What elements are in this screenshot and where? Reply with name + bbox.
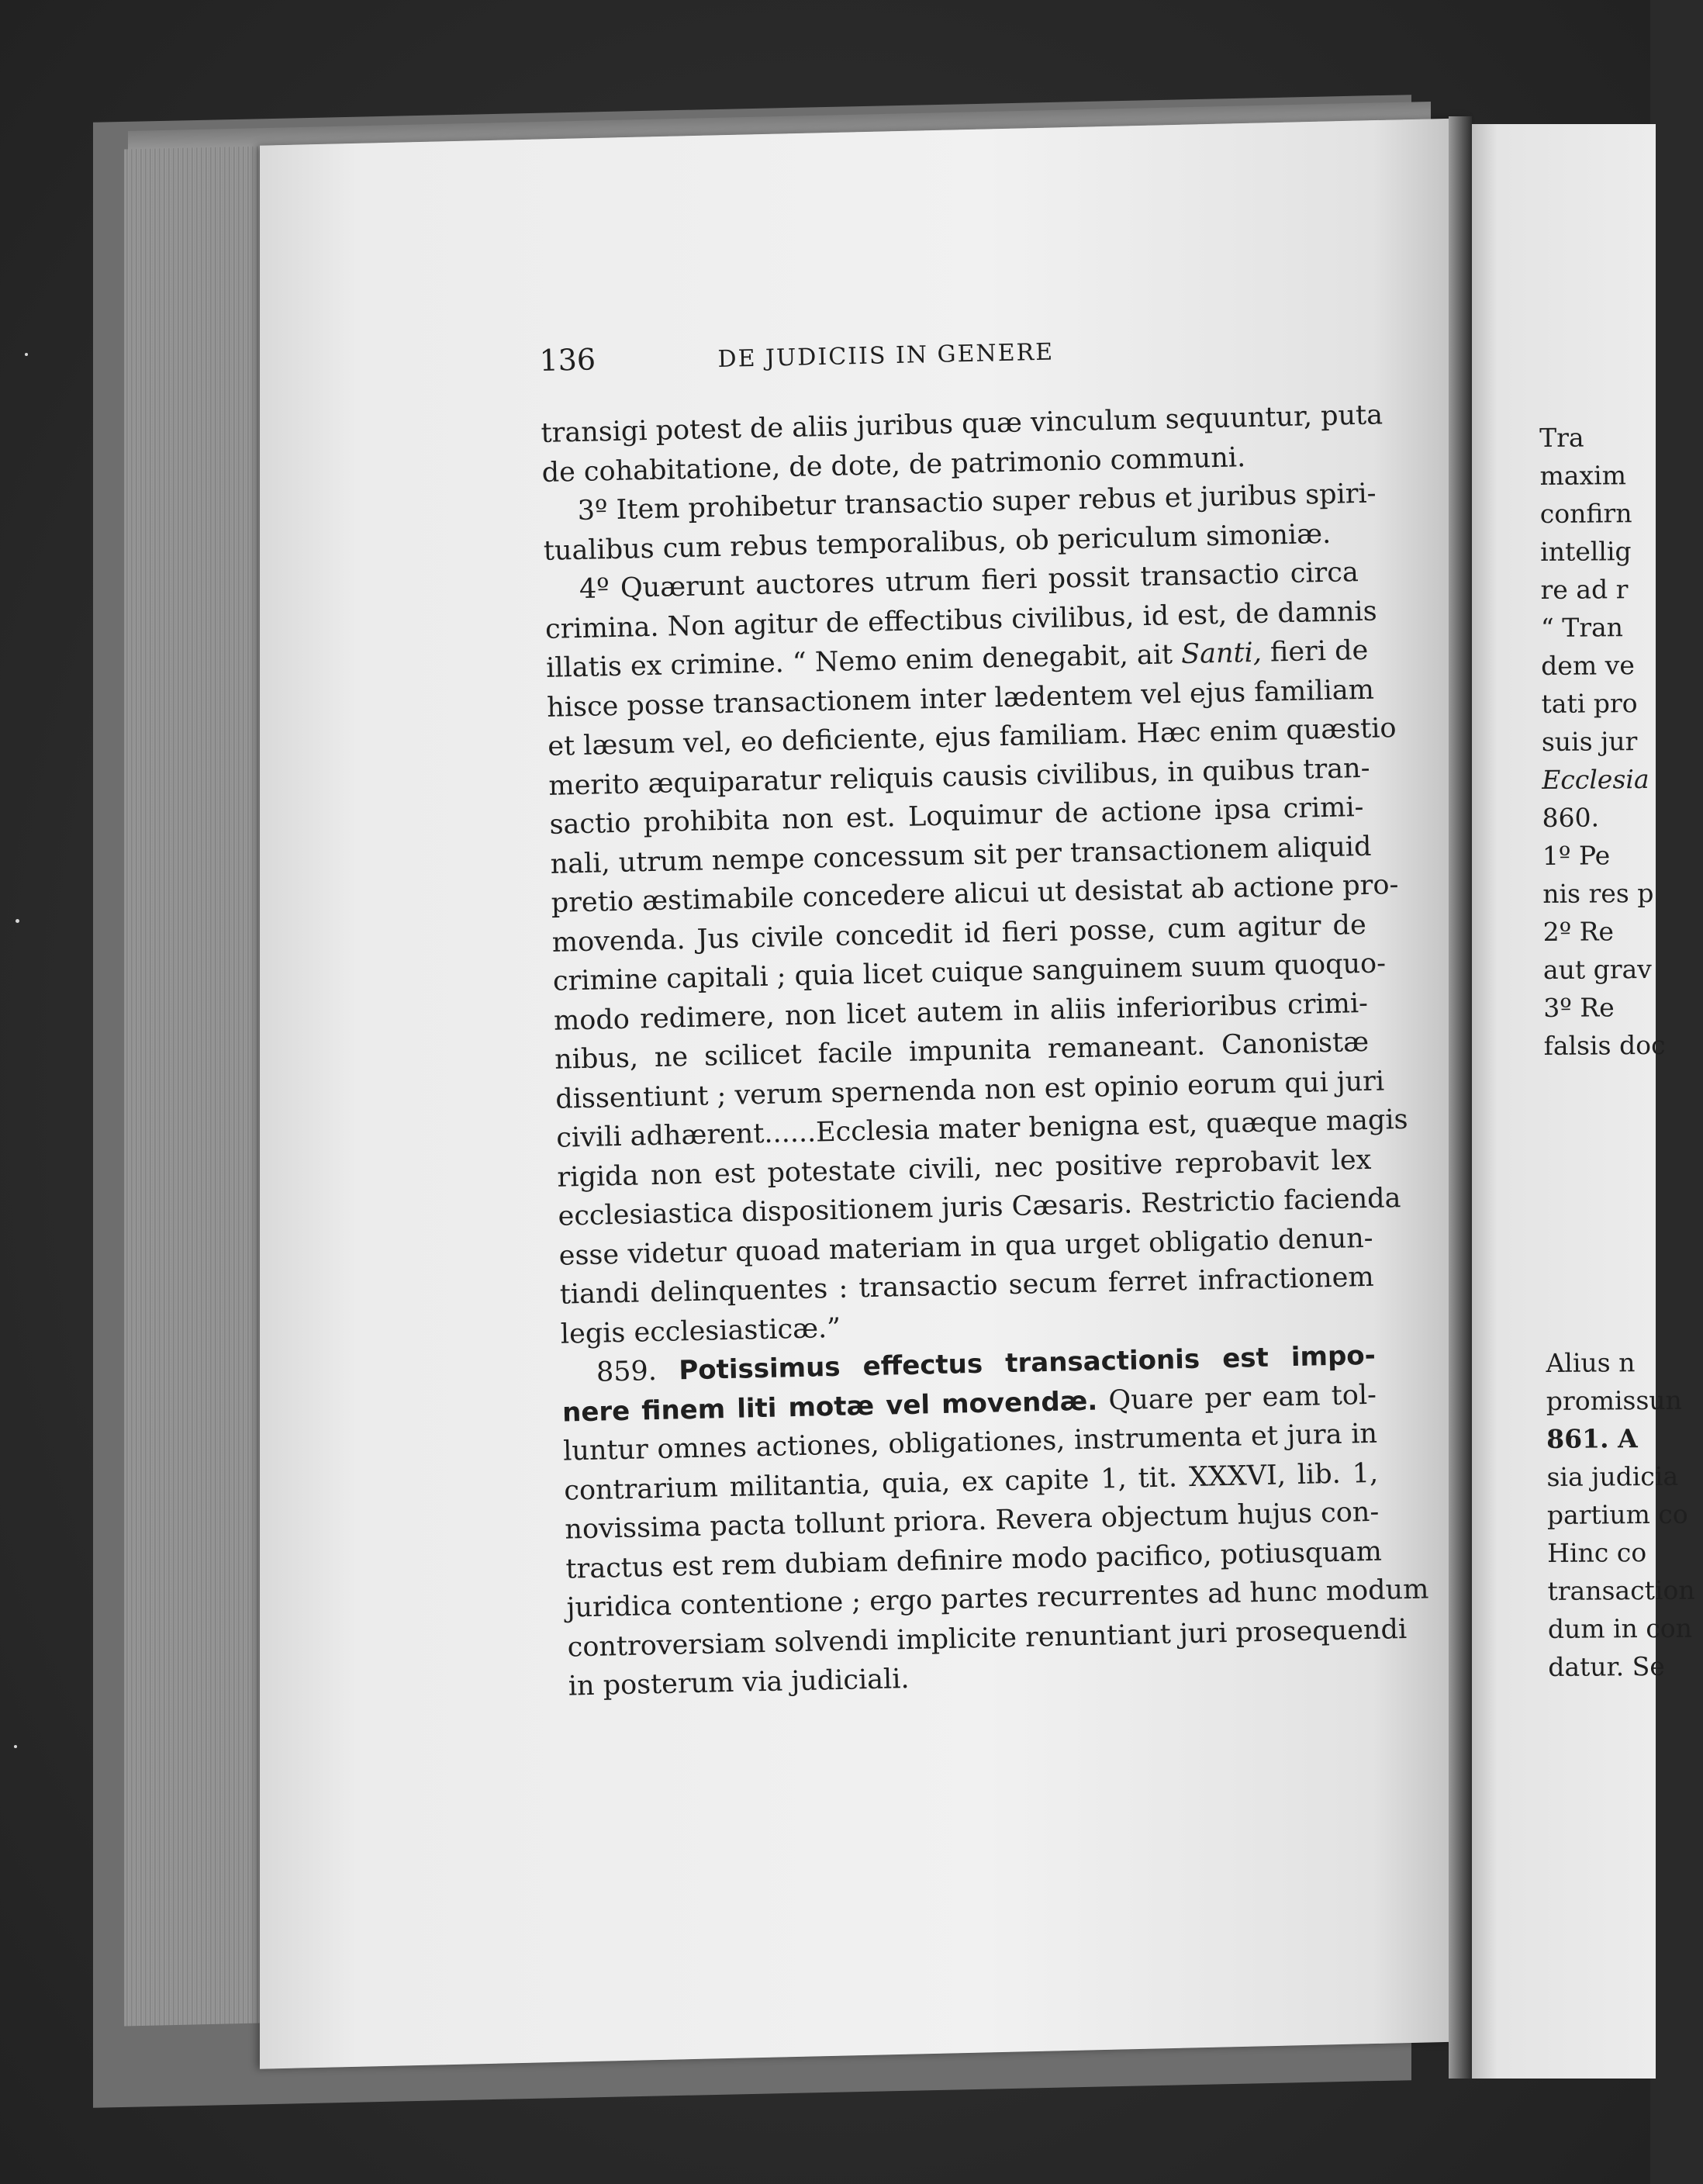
right-text-line: aut grav — [1542, 954, 1652, 985]
right-text-line: Alius n — [1546, 1347, 1636, 1378]
text-line: illatis ex crimine. “ Nemo enim denegabit, ait Santi, fieri de — [545, 634, 1369, 684]
text-line: modo redimere, non licet autem in aliis inferioribus crimi- — [553, 987, 1369, 1037]
dust-speck — [25, 353, 28, 356]
left-page-text — [539, 323, 1429, 1706]
right-text-line: 3º Re — [1543, 992, 1615, 1023]
right-page-text — [1539, 418, 1703, 1686]
text-line: luntur omnes actiones, obligationes, instrumenta et jura in — [562, 1418, 1378, 1467]
right-text-line: sia judicia — [1546, 1460, 1679, 1492]
right-text-line: 861. A — [1546, 1423, 1638, 1454]
right-page-top-lines — [1539, 418, 1699, 1065]
text-line: de cohabitatione, de dote, de patrimonio communi. — [541, 441, 1246, 489]
right-text-line: “ Tran — [1540, 612, 1624, 643]
book-gutter — [1449, 116, 1472, 2079]
text-line: movenda. Jus civile concedit id fieri posse, cum agitur de — [551, 909, 1367, 959]
bold-heading-text: nere finem liti motæ vel movendæ. — [561, 1385, 1098, 1429]
text-line: sactio prohibita non est. Loquimur de actione ipsa crimi- — [549, 791, 1364, 841]
text-line: tiandi delinquentes : transactio secum ferret infractionem — [559, 1261, 1375, 1311]
running-head-title: DE JUDICIIS IN GENERE — [717, 338, 1055, 373]
right-text-line: falsis doc — [1543, 1029, 1666, 1061]
right-text-line: suis jur — [1541, 726, 1638, 757]
text-line: pretio æstimabile concedere alicui ut desistat ab actione pro- — [551, 869, 1399, 919]
text-line: 3º Item prohibetur transactio super rebus et juribus spiri- — [577, 478, 1377, 527]
right-text-line: nis res p — [1542, 877, 1654, 909]
text-line: nali, utrum nempe concessum sit per transactionem aliquid — [550, 831, 1372, 880]
dust-speck — [14, 1745, 17, 1748]
text-line: dissentiunt ; verum spernenda non est opinio eorum qui juri — [554, 1065, 1385, 1115]
text-line: legis ecclesiasticæ.” — [560, 1312, 841, 1350]
text-line: hisce posse transactionem inter lædentem vel ejus familiam — [546, 674, 1375, 724]
right-text-line: 2º Re — [1542, 916, 1615, 947]
text-line: crimina. Non agitur de effectibus civilibus, id est, de damnis — [544, 596, 1378, 645]
right-text-line: confirn — [1539, 498, 1632, 529]
bold-heading-text: Potissimus effectus transactionis est impo- — [678, 1339, 1377, 1387]
right-text-line: maxim — [1539, 460, 1627, 491]
text-line: tualibus cum rebus temporalibus, ob periculum simoniæ. — [543, 518, 1332, 567]
right-text-line: promissun — [1546, 1384, 1682, 1416]
right-text-line: transaction — [1547, 1574, 1695, 1606]
page-number: 136 — [539, 342, 596, 378]
text-line: in posterum via judiciali. — [568, 1663, 910, 1702]
right-text-line: partium co — [1546, 1498, 1688, 1530]
text-line: novissima pacta tollunt priora. Revera objectum hujus con- — [565, 1496, 1380, 1546]
right-text-line: Ecclesia — [1542, 764, 1649, 795]
text-line: transigi potest de aliis juribus quæ vinculum sequuntur, puta — [541, 399, 1383, 449]
text-line: 859. Potissimus effectus transactionis est impo- — [596, 1339, 1377, 1388]
text-line: rigida non est potestate civili, nec positive reprobavit lex — [557, 1144, 1372, 1194]
text-line: juridica contentione ; ergo partes recurrentes ad hunc modum — [566, 1574, 1429, 1624]
text-line: tractus est rem dubiam definire modo pacifico, potiusquam — [565, 1536, 1383, 1585]
right-text-line: datur. Se — [1548, 1650, 1665, 1682]
text-line: civili adhærent......Ecclesia mater benigna est, quæque magis — [555, 1104, 1408, 1154]
text-line: ecclesiastica dispositionem juris Cæsaris. Restrictio facienda — [558, 1183, 1401, 1232]
right-text-line: tati pro — [1541, 688, 1638, 719]
italic-text: Santi, — [1180, 637, 1263, 671]
text-line: controversiam solvendi implicite renuntiant juri prosequendi — [567, 1613, 1408, 1664]
text-line: crimine capitali ; quia licet cuique sanguinem suum quoquo- — [552, 948, 1387, 997]
right-text-line: Hinc co — [1547, 1537, 1647, 1568]
text-line: et læsum vel, eo deficiente, ejus familiam. Hæc enim quæstio — [547, 713, 1397, 762]
text-line: nibus, ne scilicet facile impunita remaneant. Canonistæ — [554, 1026, 1370, 1076]
right-text-line: dem ve — [1541, 650, 1635, 681]
right-text-line: 860. — [1542, 802, 1600, 833]
right-text-line: 1º Pe — [1542, 840, 1611, 871]
right-text-line: intellig — [1540, 536, 1632, 567]
right-text-line: Tra — [1539, 422, 1584, 453]
right-text-line: dum in con — [1547, 1612, 1693, 1644]
right-page-bottom-lines — [1546, 1343, 1703, 1686]
right-page-blank-gap — [1544, 1064, 1701, 1344]
dust-speck — [16, 919, 19, 923]
text-line: 4º Quærunt auctores utrum fieri possit transactio circa — [579, 557, 1359, 605]
text-line: esse videtur quoad materiam in qua urget obligatio denun- — [558, 1222, 1373, 1272]
text-line: contrarium militantia, quia, ex capite 1, tit. XXXVI, lib. 1, — [563, 1457, 1379, 1507]
body-text — [541, 396, 1429, 1706]
text-line: merito æquiparatur reliquis causis civilibus, in quibus tran- — [548, 752, 1370, 802]
right-text-line: re ad r — [1540, 574, 1629, 605]
text-line: nere finem liti motæ vel movendæ. Quare per eam tol- — [561, 1379, 1377, 1429]
